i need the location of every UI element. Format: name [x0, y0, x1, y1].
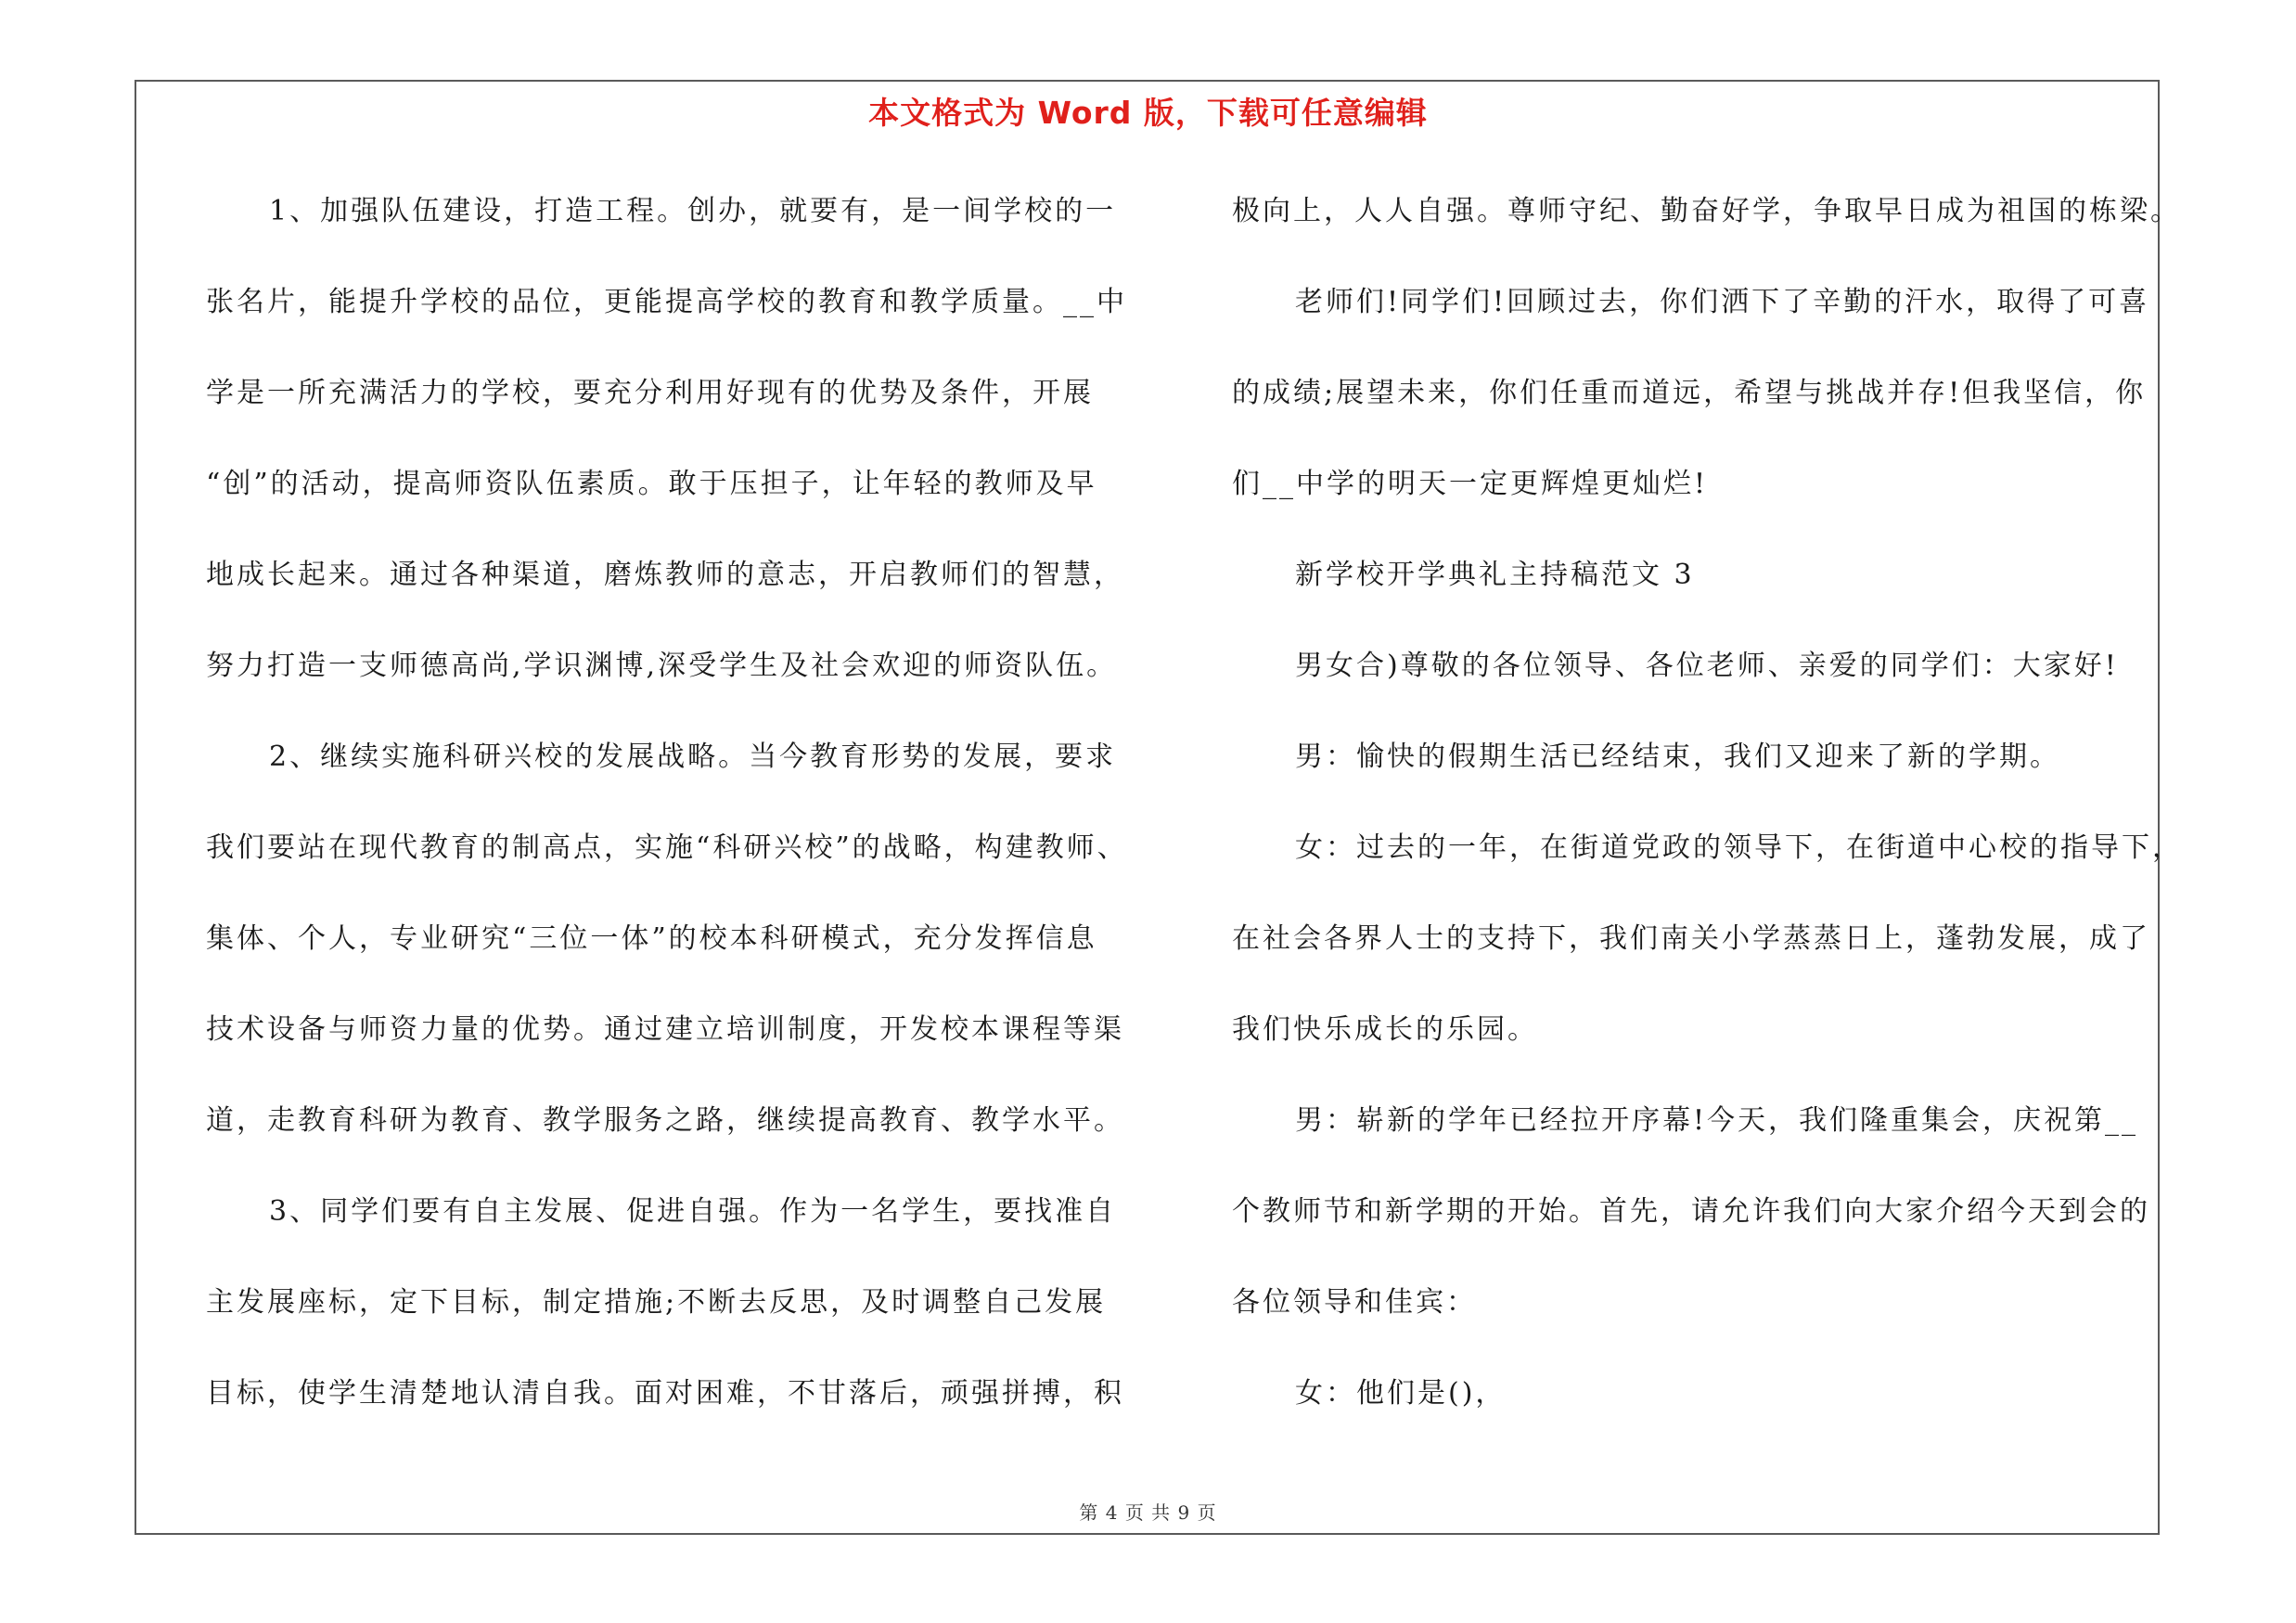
text-line: 女：过去的一年，在街道党政的领导下，在街道中心校的指导下， — [1295, 831, 2183, 864]
text-line: 在社会各界人士的支持下，我们南关小学蒸蒸日上，蓬勃发展，成了 — [1232, 922, 2150, 955]
text-line: 道，走教育科研为教育、教学服务之路，继续提高教育、教学水平。 — [206, 1104, 1124, 1137]
text-line: “创”的活动，提高师资队伍素质。敢于压担子，让年轻的教师及早 — [206, 468, 1097, 500]
format-banner: 本文格式为 Word 版，下载可任意编辑 — [868, 95, 1428, 131]
text-line: 3、同学们要有自主发展、促进自强。作为一名学生，要找准自 — [269, 1195, 1117, 1228]
text-line: 集体、个人，专业研究“三位一体”的校本科研模式，充分发挥信息 — [206, 922, 1097, 955]
text-line: 男：愉快的假期生活已经结束，我们又迎来了新的学期。 — [1295, 741, 2060, 773]
right-text-column — [1232, 184, 2183, 1457]
text-line: 技术设备与师资力量的优势。通过建立培训制度，开发校本课程等渠 — [206, 1013, 1124, 1046]
section-heading: 新学校开学典礼主持稿范文 3 — [1295, 559, 1695, 591]
text-line: 我们快乐成长的乐园。 — [1232, 1013, 1538, 1046]
text-line: 努力打造一支师德高尚,学识渊博,深受学生及社会欢迎的师资队伍。 — [206, 650, 1118, 682]
text-line: 张名片，能提升学校的品位，更能提高学校的教育和教学质量。__中 — [206, 286, 1127, 318]
text-line: 女：他们是()， — [1295, 1377, 1507, 1410]
text-line: 极向上，人人自强。尊师守纪、勤奋好学，争取早日成为祖国的栋梁。 — [1232, 195, 2181, 227]
text-line: 们__中学的明天一定更辉煌更灿烂! — [1232, 468, 1709, 500]
text-line: 的成绩;展望未来，你们任重而道远，希望与挑战并存!但我坚信，你 — [1232, 377, 2147, 409]
text-line: 学是一所充满活力的学校，要充分利用好现有的优势及条件，开展 — [206, 377, 1094, 409]
text-line: 主发展座标，定下目标，制定措施;不断去反思，及时调整自己发展 — [206, 1286, 1107, 1319]
text-line: 1、加强队伍建设，打造工程。创办，就要有，是一间学校的一 — [269, 195, 1117, 227]
text-line: 男女合)尊敬的各位领导、各位老师、亲爱的同学们：大家好! — [1295, 650, 2119, 682]
left-text-column — [206, 184, 1152, 1457]
text-line: 男：崭新的学年已经拉开序幕!今天，我们隆重集会，庆祝第__ — [1295, 1104, 2139, 1137]
text-line: 2、继续实施科研兴校的发展战略。当今教育形势的发展，要求 — [269, 741, 1117, 773]
text-line: 各位领导和佳宾： — [1232, 1286, 1477, 1319]
text-line: 个教师节和新学期的开始。首先，请允许我们向大家介绍今天到会的 — [1232, 1195, 2150, 1228]
page-number: 第 4 页 共 9 页 — [1079, 1501, 1217, 1524]
text-line: 地成长起来。通过各种渠道，磨炼教师的意志，开启教师们的智慧， — [206, 559, 1124, 591]
text-line: 老师们!同学们!回顾过去，你们洒下了辛勤的汗水，取得了可喜 — [1295, 286, 2150, 318]
text-line: 目标，使学生清楚地认清自我。面对困难，不甘落后，顽强拼搏，积 — [206, 1377, 1124, 1410]
text-line: 我们要站在现代教育的制高点，实施“科研兴校”的战略，构建教师、 — [206, 831, 1128, 864]
